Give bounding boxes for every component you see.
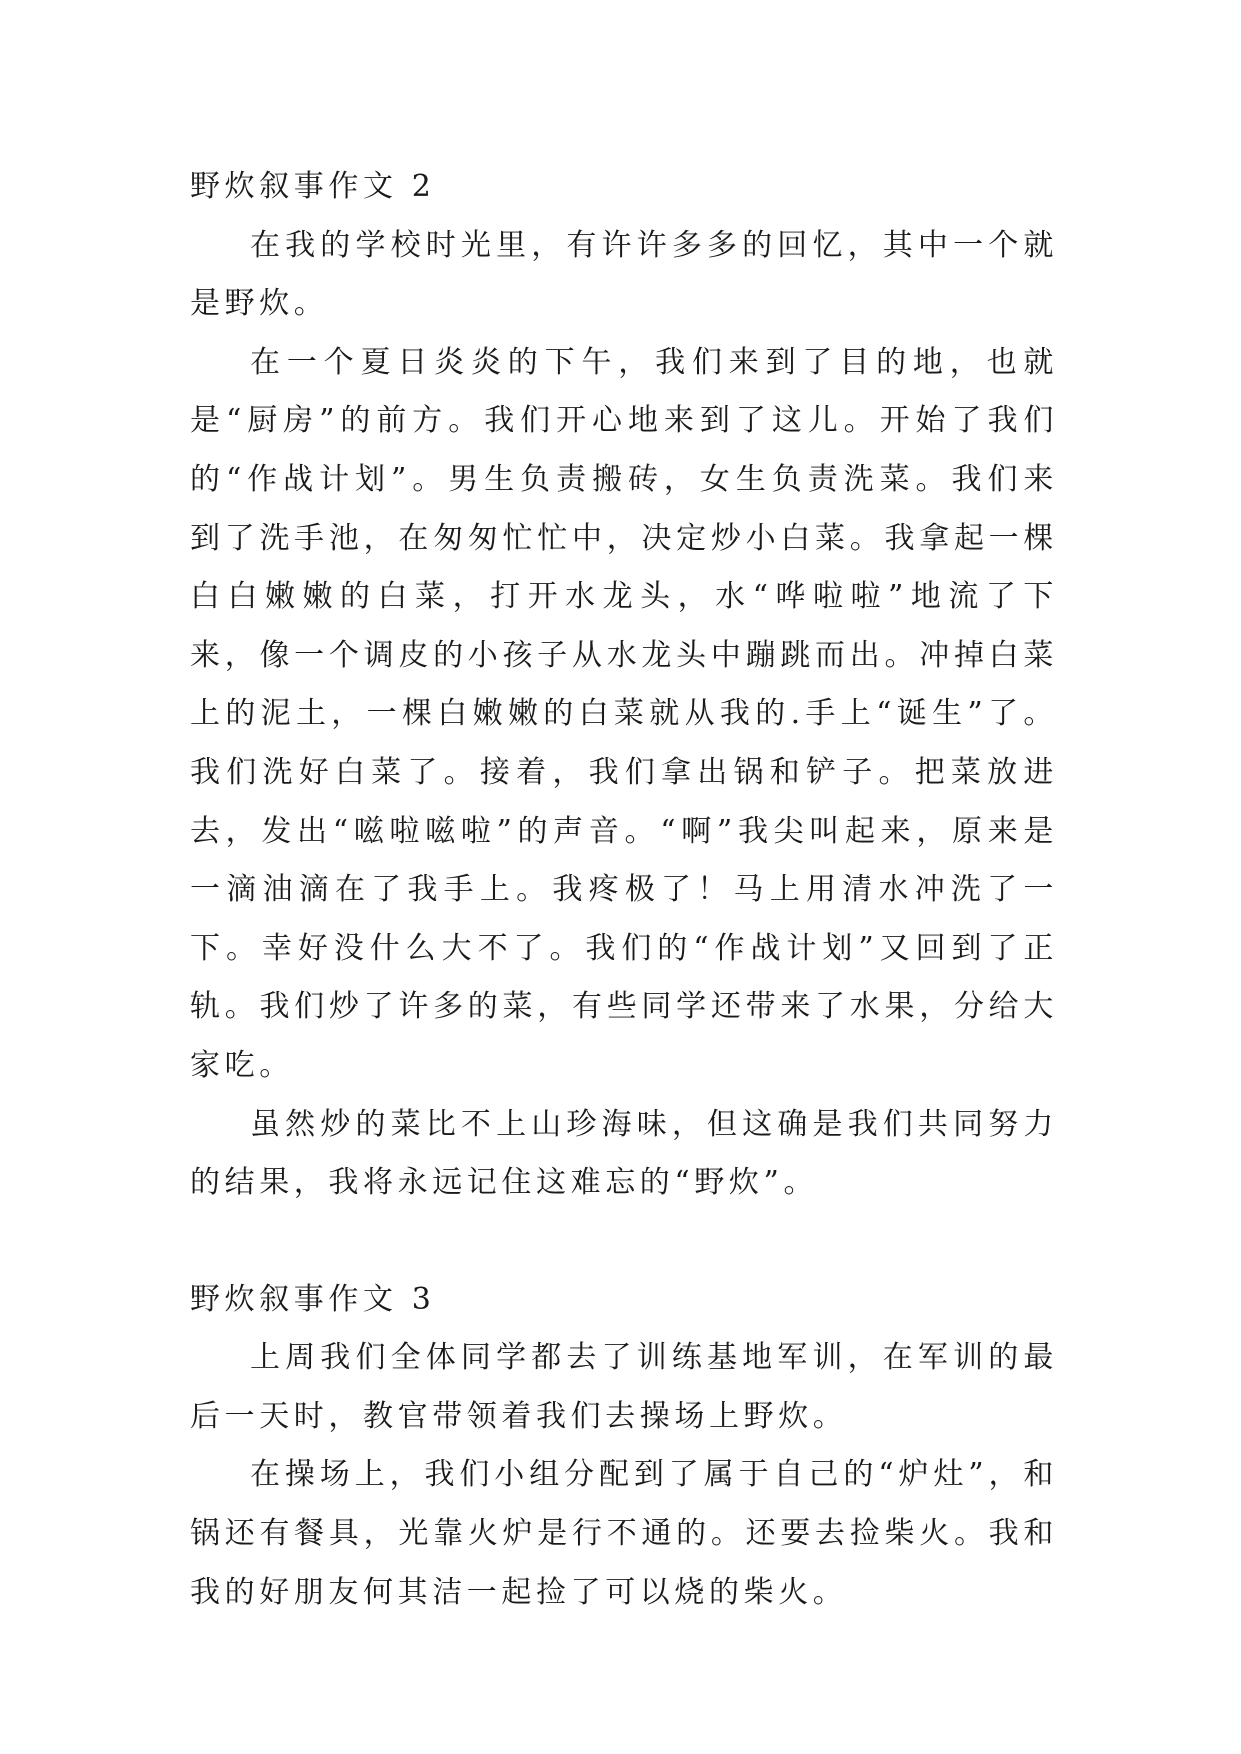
essay-3-paragraph-2: 在操场上，我们小组分配到了属于自己的“炉灶”，和锅还有餐具，光靠火炉是行不通的。还要去捡柴火。我和我的好朋友何其洁一起捡了可以烧的柴火。	[190, 1457, 1058, 1610]
essay-2-paragraph-3: 虽然炒的菜比不上山珍海味，但这确是我们共同努力的结果，我将永远记住这难忘的“野炊”。	[190, 1106, 1058, 1201]
essay-2-paragraph-1: 在我的学校时光里，有许许多多的回忆，其中一个就是野炊。	[190, 227, 1058, 322]
essay-2-title: 野炊叙事作文 2	[190, 169, 436, 204]
essay-3-paragraph-1: 上周我们全体同学都去了训练基地军训，在军训的最后一天时，教官带领着我们去操场上野炊。	[190, 1340, 1058, 1434]
section-spacer	[190, 1213, 1058, 1271]
essay-2-paragraph-2: 在一个夏日炎炎的下午，我们来到了目的地，也就是“厨房”的前方。我们开心地来到了这儿。开始了我们的“作战计划”。男生负责搬砖，女生负责洗菜。我们来到了洗手池，在匆匆忙忙中，决定炒小白菜。我拿起一棵白白嫩嫩的白菜，打开水龙头，水“哗啦啦”地流了下来，像一个调皮的小孩子从水龙头中蹦跳而出。冲掉白菜上的泥土，一棵白嫩嫩的白菜就从我的.手上“诞生”了。我们洗好白菜了。接着，我们拿出锅和铲子。把菜放进去，发出“嗞啦嗞啦”的声音。“啊”我尖叫起来，原来是一滴油滴在了我手上。我疼极了！马上用清水冲洗了一下。幸好没什么大不了。我们的“作战计划”又回到了正轨。我们炒了许多的菜，有些同学还带来了水果，分给大家吃。	[190, 344, 1058, 1083]
document-page	[190, 158, 1058, 1622]
essay-3-title: 野炊叙事作文 3	[190, 1281, 436, 1317]
